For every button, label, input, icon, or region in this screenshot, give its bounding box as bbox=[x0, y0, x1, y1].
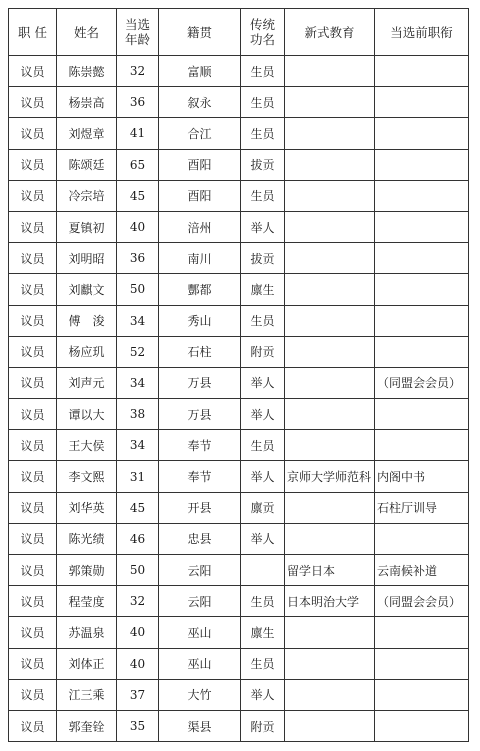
cell-modern-education bbox=[285, 149, 375, 180]
cell-position: 议员 bbox=[9, 274, 57, 305]
cell-position: 议员 bbox=[9, 399, 57, 430]
header-name: 姓名 bbox=[57, 9, 117, 56]
cell-native-place: 忠县 bbox=[159, 523, 241, 554]
cell-prior-title bbox=[375, 336, 469, 367]
cell-prior-title bbox=[375, 180, 469, 211]
cell-traditional-degree: 生员 bbox=[241, 430, 285, 461]
cell-age: 31 bbox=[117, 461, 159, 492]
cell-modern-education bbox=[285, 118, 375, 149]
cell-modern-education: 京师大学师范科 bbox=[285, 461, 375, 492]
cell-modern-education bbox=[285, 679, 375, 710]
cell-name: 郭策勋 bbox=[57, 555, 117, 586]
cell-name: 陈颂廷 bbox=[57, 149, 117, 180]
cell-position: 议员 bbox=[9, 586, 57, 617]
cell-modern-education bbox=[285, 211, 375, 242]
cell-age: 32 bbox=[117, 586, 159, 617]
cell-traditional-degree: 附贡 bbox=[241, 710, 285, 741]
cell-age: 36 bbox=[117, 243, 159, 274]
cell-position: 议员 bbox=[9, 180, 57, 211]
cell-native-place: 万县 bbox=[159, 367, 241, 398]
cell-native-place: 大竹 bbox=[159, 679, 241, 710]
cell-traditional-degree: 生员 bbox=[241, 56, 285, 87]
cell-position: 议员 bbox=[9, 56, 57, 87]
cell-traditional-degree: 举人 bbox=[241, 679, 285, 710]
table-row bbox=[9, 118, 469, 149]
cell-age: 34 bbox=[117, 367, 159, 398]
cell-modern-education bbox=[285, 399, 375, 430]
cell-position: 议员 bbox=[9, 87, 57, 118]
cell-modern-education bbox=[285, 710, 375, 741]
cell-native-place: 叙永 bbox=[159, 87, 241, 118]
cell-modern-education: 日本明治大学 bbox=[285, 586, 375, 617]
cell-age: 40 bbox=[117, 648, 159, 679]
table-row bbox=[9, 648, 469, 679]
table-row bbox=[9, 367, 469, 398]
cell-prior-title bbox=[375, 710, 469, 741]
cell-name: 刘华英 bbox=[57, 492, 117, 523]
cell-modern-education bbox=[285, 492, 375, 523]
cell-name: 杨应玑 bbox=[57, 336, 117, 367]
table-row bbox=[9, 492, 469, 523]
cell-position: 议员 bbox=[9, 211, 57, 242]
cell-age: 35 bbox=[117, 710, 159, 741]
cell-traditional-degree: 附贡 bbox=[241, 336, 285, 367]
cell-age: 40 bbox=[117, 211, 159, 242]
cell-modern-education bbox=[285, 367, 375, 398]
cell-traditional-degree: 举人 bbox=[241, 211, 285, 242]
cell-modern-education bbox=[285, 274, 375, 305]
cell-prior-title bbox=[375, 211, 469, 242]
cell-name: 刘体正 bbox=[57, 648, 117, 679]
cell-name: 苏温泉 bbox=[57, 617, 117, 648]
header-prior-title: 当选前职衔 bbox=[375, 9, 469, 56]
cell-traditional-degree: 生员 bbox=[241, 87, 285, 118]
cell-name: 刘煜章 bbox=[57, 118, 117, 149]
cell-position: 议员 bbox=[9, 461, 57, 492]
cell-traditional-degree: 生员 bbox=[241, 118, 285, 149]
cell-native-place: 渠县 bbox=[159, 710, 241, 741]
cell-native-place: 巫山 bbox=[159, 617, 241, 648]
table-row bbox=[9, 430, 469, 461]
cell-age: 41 bbox=[117, 118, 159, 149]
cell-traditional-degree: 廪生 bbox=[241, 274, 285, 305]
cell-name: 陈崇懿 bbox=[57, 56, 117, 87]
cell-traditional-degree: 举人 bbox=[241, 399, 285, 430]
cell-traditional-degree: 举人 bbox=[241, 523, 285, 554]
cell-native-place: 石柱 bbox=[159, 336, 241, 367]
cell-native-place: 富顺 bbox=[159, 56, 241, 87]
cell-name: 江三乘 bbox=[57, 679, 117, 710]
cell-position: 议员 bbox=[9, 679, 57, 710]
cell-name: 夏镇初 bbox=[57, 211, 117, 242]
table-row bbox=[9, 523, 469, 554]
cell-native-place: 酉阳 bbox=[159, 180, 241, 211]
cell-name: 冷宗培 bbox=[57, 180, 117, 211]
cell-prior-title: 石柱厅训导 bbox=[375, 492, 469, 523]
cell-prior-title bbox=[375, 305, 469, 336]
table-row bbox=[9, 710, 469, 741]
cell-age: 34 bbox=[117, 305, 159, 336]
cell-modern-education: 留学日本 bbox=[285, 555, 375, 586]
cell-native-place: 开县 bbox=[159, 492, 241, 523]
cell-prior-title bbox=[375, 118, 469, 149]
cell-traditional-degree: 拔贡 bbox=[241, 243, 285, 274]
table-header-row bbox=[9, 9, 469, 56]
cell-prior-title bbox=[375, 243, 469, 274]
table-row bbox=[9, 87, 469, 118]
cell-position: 议员 bbox=[9, 492, 57, 523]
cell-modern-education bbox=[285, 430, 375, 461]
cell-traditional-degree: 生员 bbox=[241, 648, 285, 679]
table-row bbox=[9, 336, 469, 367]
cell-position: 议员 bbox=[9, 555, 57, 586]
cell-name: 王大侯 bbox=[57, 430, 117, 461]
cell-native-place: 秀山 bbox=[159, 305, 241, 336]
data-table-container bbox=[8, 8, 469, 742]
cell-position: 议员 bbox=[9, 430, 57, 461]
cell-modern-education bbox=[285, 243, 375, 274]
cell-prior-title: 内阁中书 bbox=[375, 461, 469, 492]
cell-age: 50 bbox=[117, 555, 159, 586]
cell-age: 36 bbox=[117, 87, 159, 118]
cell-prior-title bbox=[375, 679, 469, 710]
cell-native-place: 奉节 bbox=[159, 461, 241, 492]
cell-traditional-degree: 生员 bbox=[241, 586, 285, 617]
cell-prior-title bbox=[375, 399, 469, 430]
cell-native-place: 奉节 bbox=[159, 430, 241, 461]
header-position: 职 任 bbox=[9, 9, 57, 56]
cell-prior-title bbox=[375, 617, 469, 648]
cell-name: 郭奎铨 bbox=[57, 710, 117, 741]
table-row bbox=[9, 461, 469, 492]
cell-prior-title bbox=[375, 648, 469, 679]
representative-table bbox=[8, 8, 469, 742]
cell-age: 65 bbox=[117, 149, 159, 180]
cell-position: 议员 bbox=[9, 523, 57, 554]
cell-prior-title: 云南候补道 bbox=[375, 555, 469, 586]
table-row bbox=[9, 679, 469, 710]
header-traditional-degree: 传统 功名 bbox=[241, 9, 285, 56]
cell-age: 34 bbox=[117, 430, 159, 461]
cell-modern-education bbox=[285, 56, 375, 87]
cell-native-place: 酆都 bbox=[159, 274, 241, 305]
cell-name: 刘明昭 bbox=[57, 243, 117, 274]
cell-position: 议员 bbox=[9, 243, 57, 274]
cell-traditional-degree: 拔贡 bbox=[241, 149, 285, 180]
cell-name: 刘麒文 bbox=[57, 274, 117, 305]
cell-age: 50 bbox=[117, 274, 159, 305]
table-row bbox=[9, 243, 469, 274]
cell-traditional-degree bbox=[241, 555, 285, 586]
cell-modern-education bbox=[285, 180, 375, 211]
cell-native-place: 南川 bbox=[159, 243, 241, 274]
cell-modern-education bbox=[285, 305, 375, 336]
cell-prior-title: （同盟会会员） bbox=[375, 586, 469, 617]
cell-age: 32 bbox=[117, 56, 159, 87]
cell-name: 陈光绩 bbox=[57, 523, 117, 554]
cell-prior-title bbox=[375, 149, 469, 180]
cell-native-place: 巫山 bbox=[159, 648, 241, 679]
cell-position: 议员 bbox=[9, 305, 57, 336]
cell-traditional-degree: 生员 bbox=[241, 180, 285, 211]
table-row bbox=[9, 149, 469, 180]
cell-position: 议员 bbox=[9, 336, 57, 367]
cell-traditional-degree: 举人 bbox=[241, 461, 285, 492]
cell-name: 刘声元 bbox=[57, 367, 117, 398]
cell-native-place: 涪州 bbox=[159, 211, 241, 242]
cell-traditional-degree: 廪生 bbox=[241, 617, 285, 648]
cell-position: 议员 bbox=[9, 710, 57, 741]
header-native-place: 籍贯 bbox=[159, 9, 241, 56]
cell-traditional-degree: 生员 bbox=[241, 305, 285, 336]
table-row bbox=[9, 56, 469, 87]
cell-age: 37 bbox=[117, 679, 159, 710]
cell-traditional-degree: 举人 bbox=[241, 367, 285, 398]
table-row bbox=[9, 555, 469, 586]
table-row bbox=[9, 180, 469, 211]
cell-name: 谭以大 bbox=[57, 399, 117, 430]
cell-prior-title bbox=[375, 523, 469, 554]
cell-position: 议员 bbox=[9, 118, 57, 149]
cell-age: 40 bbox=[117, 617, 159, 648]
cell-native-place: 合江 bbox=[159, 118, 241, 149]
cell-age: 46 bbox=[117, 523, 159, 554]
cell-modern-education bbox=[285, 523, 375, 554]
cell-name: 杨崇高 bbox=[57, 87, 117, 118]
table-row bbox=[9, 586, 469, 617]
cell-position: 议员 bbox=[9, 367, 57, 398]
table-row bbox=[9, 617, 469, 648]
cell-position: 议员 bbox=[9, 617, 57, 648]
table-row bbox=[9, 211, 469, 242]
cell-age: 38 bbox=[117, 399, 159, 430]
header-modern-education: 新式教育 bbox=[285, 9, 375, 56]
cell-prior-title bbox=[375, 274, 469, 305]
cell-age: 52 bbox=[117, 336, 159, 367]
cell-native-place: 酉阳 bbox=[159, 149, 241, 180]
table-row bbox=[9, 305, 469, 336]
cell-native-place: 云阳 bbox=[159, 586, 241, 617]
cell-age: 45 bbox=[117, 180, 159, 211]
cell-native-place: 云阳 bbox=[159, 555, 241, 586]
table-row bbox=[9, 274, 469, 305]
cell-position: 议员 bbox=[9, 648, 57, 679]
table-row bbox=[9, 399, 469, 430]
cell-native-place: 万县 bbox=[159, 399, 241, 430]
cell-modern-education bbox=[285, 87, 375, 118]
cell-prior-title bbox=[375, 56, 469, 87]
cell-prior-title bbox=[375, 430, 469, 461]
cell-prior-title bbox=[375, 87, 469, 118]
header-age: 当选 年龄 bbox=[117, 9, 159, 56]
table-body bbox=[9, 56, 469, 742]
cell-age: 45 bbox=[117, 492, 159, 523]
cell-name: 李文熙 bbox=[57, 461, 117, 492]
cell-name: 傅 浚 bbox=[57, 305, 117, 336]
cell-position: 议员 bbox=[9, 149, 57, 180]
cell-modern-education bbox=[285, 617, 375, 648]
cell-modern-education bbox=[285, 336, 375, 367]
cell-prior-title: （同盟会会员） bbox=[375, 367, 469, 398]
cell-modern-education bbox=[285, 648, 375, 679]
cell-traditional-degree: 廪贡 bbox=[241, 492, 285, 523]
cell-name: 程莹度 bbox=[57, 586, 117, 617]
